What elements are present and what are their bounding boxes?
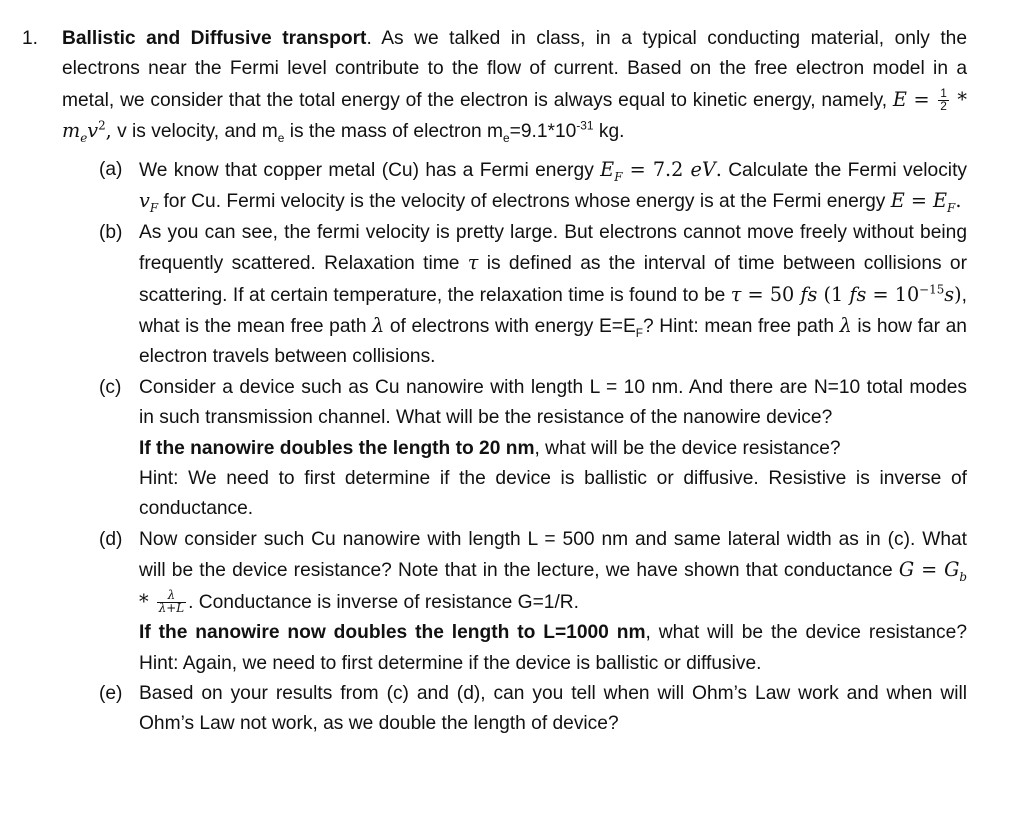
part-b [99, 218, 967, 373]
problem-title: Ballistic and Diffusive transport [62, 28, 367, 49]
part-text: Based on your results from (c) and (d), can you tell when will Ohm’s Law work and when will Ohm’s Law not work, as we double the length of device? [139, 682, 967, 735]
part-c [99, 373, 967, 525]
part-label: (b) [99, 221, 123, 243]
part-d [99, 525, 967, 679]
problem-number: 1. [22, 28, 39, 49]
part-a [99, 155, 967, 218]
part-label: (e) [99, 682, 123, 704]
part-label: (a) [99, 159, 123, 180]
problem-intro: Ballistic and Diffusive transport. As we talked in class, in a typical conducting material, only the electrons near the Fermi level contribute to the flow of current. Based on the free electron model in a metal, we consider that the total energy of the electron is always equal to kinetic energy, namely, E = $\frac{1}{2}$ * $m_ev^2$, v is velocity, and $m_e$ is the mass of electron $m_e=9.1*10^{-31}$ kg. [62, 28, 968, 146]
part-text: Consider a device such as Cu nanowire with length L = 10 nm. And there are N=10 total modes in such transmission channel. What will be the resistance of the nanowire device? If the nanowire doubles the length to 20 nm, what will be the device resistance? Hint: We need to first determine if the device is ballistic or diffusive. Resistive is inverse of conductance. [139, 376, 967, 520]
part-label: (d) [99, 528, 123, 550]
part-e [99, 679, 967, 740]
sub-questions [99, 155, 967, 740]
part-text: We know that copper metal (Cu) has a Fermi energy $E_F = 7.2$ eV. Calculate the Fermi velocity $v_F$ for Cu. Fermi velocity is the velocity of electrons whose energy is at the Fermi energy $E = E_F$. [139, 158, 967, 216]
lambda-fraction: $\frac{\lambda}{\lambda+L}$ [158, 588, 185, 616]
part-label: (c) [99, 376, 122, 398]
part-text: Now consider such Cu nanowire with length L = 500 nm and same lateral width as in (c). What will be the device resistance? Note that in the lecture, we have shown that conductance $G = G_b$ * $\frac{\lambda}{\lambda+L}$ . Conductance is inverse of resistance G=1/R. If the nanowire now doubles the length to L=1000 nm, what will be the device resistance? Hint: Again, we need to first determine if the device is ballistic or diffusive. [139, 528, 968, 674]
one-half-fraction: $\frac{1}{2}$ [940, 86, 947, 114]
part-text: As you can see, the fermi velocity is pretty large. But electrons cannot move freely without being frequently scattered. Relaxation time τ is defined as the interval of time between collisions or scattering. If at certain temperature, the relaxation time is found to be τ = 50 fs (1 fs = $10^{-15}s$), what is the mean free path λ of electrons with energy $E=E_F$? Hint: mean free path λ is how far an electron travels between collisions. [139, 221, 967, 368]
